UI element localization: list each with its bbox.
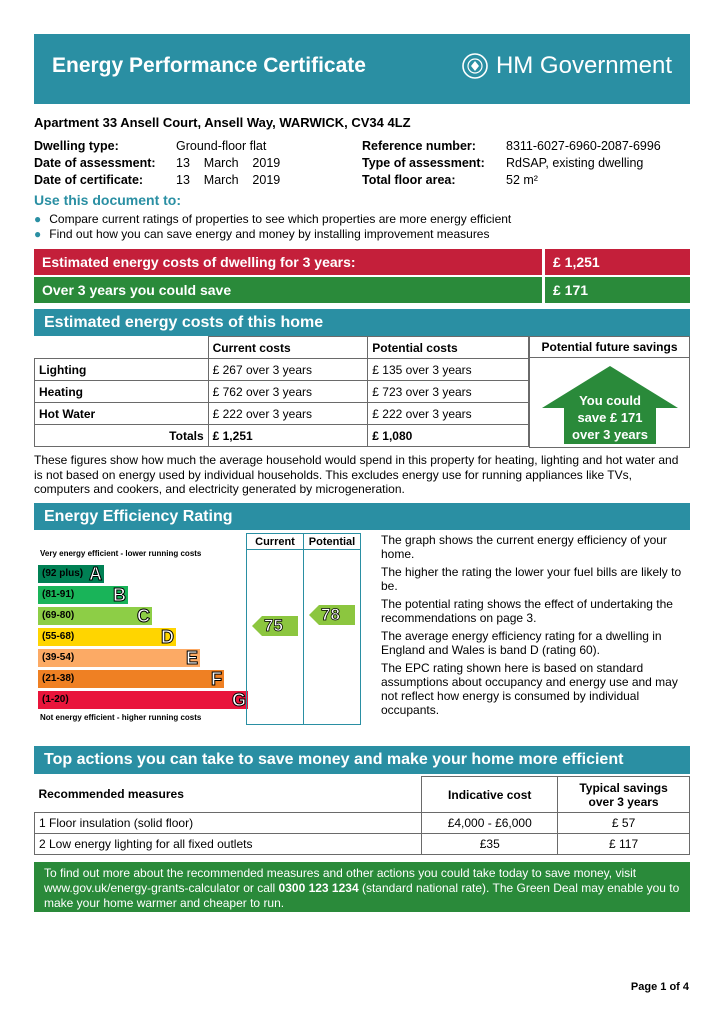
band-range: (69-80) — [42, 610, 75, 621]
detail-value: 13 March 2019 — [176, 156, 281, 170]
col-potential-rating: Potential — [304, 534, 360, 550]
footer-text: (standard national rate). The Green Deal may enable you to make your home warmer and cheaper to run. — [44, 881, 680, 910]
detail-label: Date of assessment: — [34, 156, 156, 170]
band-container — [34, 533, 246, 725]
row-name: Heating — [35, 381, 209, 403]
header-banner — [34, 34, 690, 104]
footer-phone[interactable]: 0300 123 1234 — [278, 881, 359, 895]
band-range: (55-68) — [42, 631, 75, 642]
row-name: Hot Water — [35, 403, 209, 425]
row-current: £ 267 over 3 years — [208, 359, 368, 381]
detail-label: Reference number: — [362, 139, 476, 153]
band-letter: D — [161, 627, 174, 647]
gov-logo — [460, 52, 672, 80]
col-future: Potential future savings — [529, 336, 690, 358]
band-letter: B — [113, 585, 126, 605]
band-range: (81-91) — [42, 589, 75, 600]
rating-band-e — [38, 649, 200, 667]
estimated-cost-value: £ 1,251 — [545, 249, 690, 275]
footer-info — [34, 862, 690, 912]
property-address: Apartment 33 Ansell Court, Ansell Way, WARWICK, CV34 4LZ — [34, 115, 411, 130]
col-savings-line: Typical savings — [579, 780, 668, 795]
use-doc-bullets — [34, 212, 511, 242]
col-cost: Indicative cost — [422, 777, 558, 813]
bullet-icon: ● — [34, 227, 42, 241]
table-header-row — [35, 777, 690, 813]
explanation: The higher the rating the lower your fuel bills are likely to be. — [381, 565, 682, 593]
row-potential: £ 222 over 3 years — [368, 403, 529, 425]
costs-table — [34, 336, 529, 447]
detail-value: Ground-floor flat — [176, 139, 267, 153]
band-range: (1-20) — [42, 694, 69, 705]
graph-bottom-label: Not energy efficient - higher running costs — [40, 713, 202, 722]
potential-column — [303, 533, 361, 725]
band-letter: F — [211, 669, 222, 689]
bullet-text: Compare current ratings of properties to see which properties are more energy efficient — [49, 212, 512, 226]
detail-value: 13 March 2019 — [176, 173, 281, 187]
savings-line: over 3 years — [572, 427, 648, 442]
row-potential: £ 135 over 3 years — [368, 359, 529, 381]
detail-label: Type of assessment: — [362, 156, 485, 170]
detail-row — [34, 172, 280, 189]
savings-badge — [564, 392, 656, 443]
rating-graph — [34, 533, 368, 725]
detail-value: 52 m² — [506, 173, 538, 187]
details-right — [362, 138, 661, 189]
detail-row — [362, 155, 661, 172]
use-doc-heading: Use this document to: — [34, 192, 182, 208]
detail-value: RdSAP, existing dwelling — [506, 156, 644, 170]
savings-line: You could — [579, 393, 641, 408]
measure-saving: £ 117 — [558, 834, 690, 855]
rating-heading: Energy Efficiency Rating — [34, 503, 690, 530]
rating-band-g — [38, 691, 248, 709]
rating-band-c — [38, 607, 152, 625]
col-savings — [558, 777, 690, 813]
detail-label: Dwelling type: — [34, 139, 119, 153]
detail-label: Total floor area: — [362, 173, 456, 187]
rating-band-a — [38, 565, 104, 583]
save-value: £ 171 — [545, 277, 690, 303]
detail-row — [362, 172, 661, 189]
band-range: (39-54) — [42, 652, 75, 663]
band-letter: A — [89, 564, 102, 584]
list-item — [34, 227, 511, 242]
detail-value: 8311-6027-6960-2087-6996 — [506, 139, 661, 153]
detail-label: Date of certificate: — [34, 173, 144, 187]
col-savings-line: over 3 years — [588, 794, 659, 809]
table-row — [35, 834, 690, 855]
table-header-row — [35, 337, 529, 359]
explanation: The EPC rating shown here is based on standard assumptions about occupancy and energy use and may not reflect how energy is consumed by individual occupants. — [381, 661, 678, 717]
totals-label: Totals — [35, 425, 209, 447]
explanation: The potential rating shows the effect of undertaking the recommendations on page 3. — [381, 597, 673, 625]
row-current: £ 762 over 3 years — [208, 381, 368, 403]
details-left — [34, 138, 280, 189]
page-number: Page 1 of 4 — [630, 981, 689, 993]
detail-row — [34, 155, 280, 172]
crest-icon — [460, 52, 490, 80]
graph-top-label: Very energy efficient - lower running costs — [40, 549, 202, 558]
explanation: The graph shows the current energy efficiency of your home. — [381, 533, 667, 561]
totals-potential: £ 1,080 — [368, 425, 529, 447]
gov-name: HM Government — [495, 52, 672, 79]
totals-current: £ 1,251 — [208, 425, 368, 447]
band-range: (21-38) — [42, 673, 75, 684]
table-row — [35, 403, 529, 425]
band-letter: C — [137, 606, 150, 626]
rating-band-f — [38, 670, 224, 688]
current-rating-value: 75 — [264, 615, 283, 635]
list-item — [34, 212, 511, 227]
detail-row — [362, 138, 661, 155]
table-row — [35, 813, 690, 834]
footer-text: To find out more about the recommended measures and other actions you could take today to save money, visit www.gov.uk/energy-grants-calculator or call — [44, 866, 637, 895]
future-savings-cell — [529, 358, 690, 448]
potential-rating-arrow — [309, 605, 355, 625]
col-current-rating: Current — [247, 534, 303, 550]
row-name: Lighting — [35, 359, 209, 381]
bullet-icon: ● — [34, 212, 42, 226]
measure-cost: £35 — [422, 834, 558, 855]
measure-name: 1 Floor insulation (solid floor) — [35, 813, 422, 834]
measure-name: 2 Low energy lighting for all fixed outlets — [35, 834, 422, 855]
actions-heading: Top actions you can take to save money and make your home more efficient — [34, 746, 690, 774]
current-rating-arrow — [252, 616, 298, 636]
row-potential: £ 723 over 3 years — [368, 381, 529, 403]
blank-header — [35, 337, 209, 359]
row-current: £ 222 over 3 years — [208, 403, 368, 425]
rating-explanations — [381, 533, 690, 721]
potential-rating-value: 78 — [321, 604, 340, 624]
rating-band-b — [38, 586, 128, 604]
table-row — [35, 381, 529, 403]
col-potential: Potential costs — [368, 337, 529, 359]
col-current: Current costs — [208, 337, 368, 359]
band-letter: G — [231, 690, 246, 710]
totals-row — [35, 425, 529, 447]
explanation: The average energy efficiency rating for a dwelling in England and Wales is band D (rating 60). — [381, 629, 662, 657]
table-row — [35, 359, 529, 381]
actions-table — [34, 776, 690, 855]
band-letter: E — [185, 648, 198, 668]
savings-line: save £ 171 — [577, 410, 643, 425]
band-range: (92 plus) — [42, 568, 84, 579]
bullet-text: Find out how you can save energy and money by installing improvement measures — [49, 227, 490, 241]
save-label: Over 3 years you could save — [34, 277, 542, 303]
rating-band-d — [38, 628, 176, 646]
measure-cost: £4,000 - £6,000 — [422, 813, 558, 834]
estimated-cost-label: Estimated energy costs of dwelling for 3 years: — [34, 249, 542, 275]
page-title: Energy Performance Certificate — [52, 54, 366, 77]
costs-note: These figures show how much the average household would spend in this property for heating, lighting and hot water and is not based on energy used by individual households. This excludes energy use for running appliances like TVs, computers and cookers, and electricity generated by microgeneration. — [34, 453, 679, 496]
costs-heading: Estimated energy costs of this home — [34, 309, 690, 336]
detail-row — [34, 138, 280, 155]
col-measures: Recommended measures — [35, 777, 422, 813]
measure-saving: £ 57 — [558, 813, 690, 834]
